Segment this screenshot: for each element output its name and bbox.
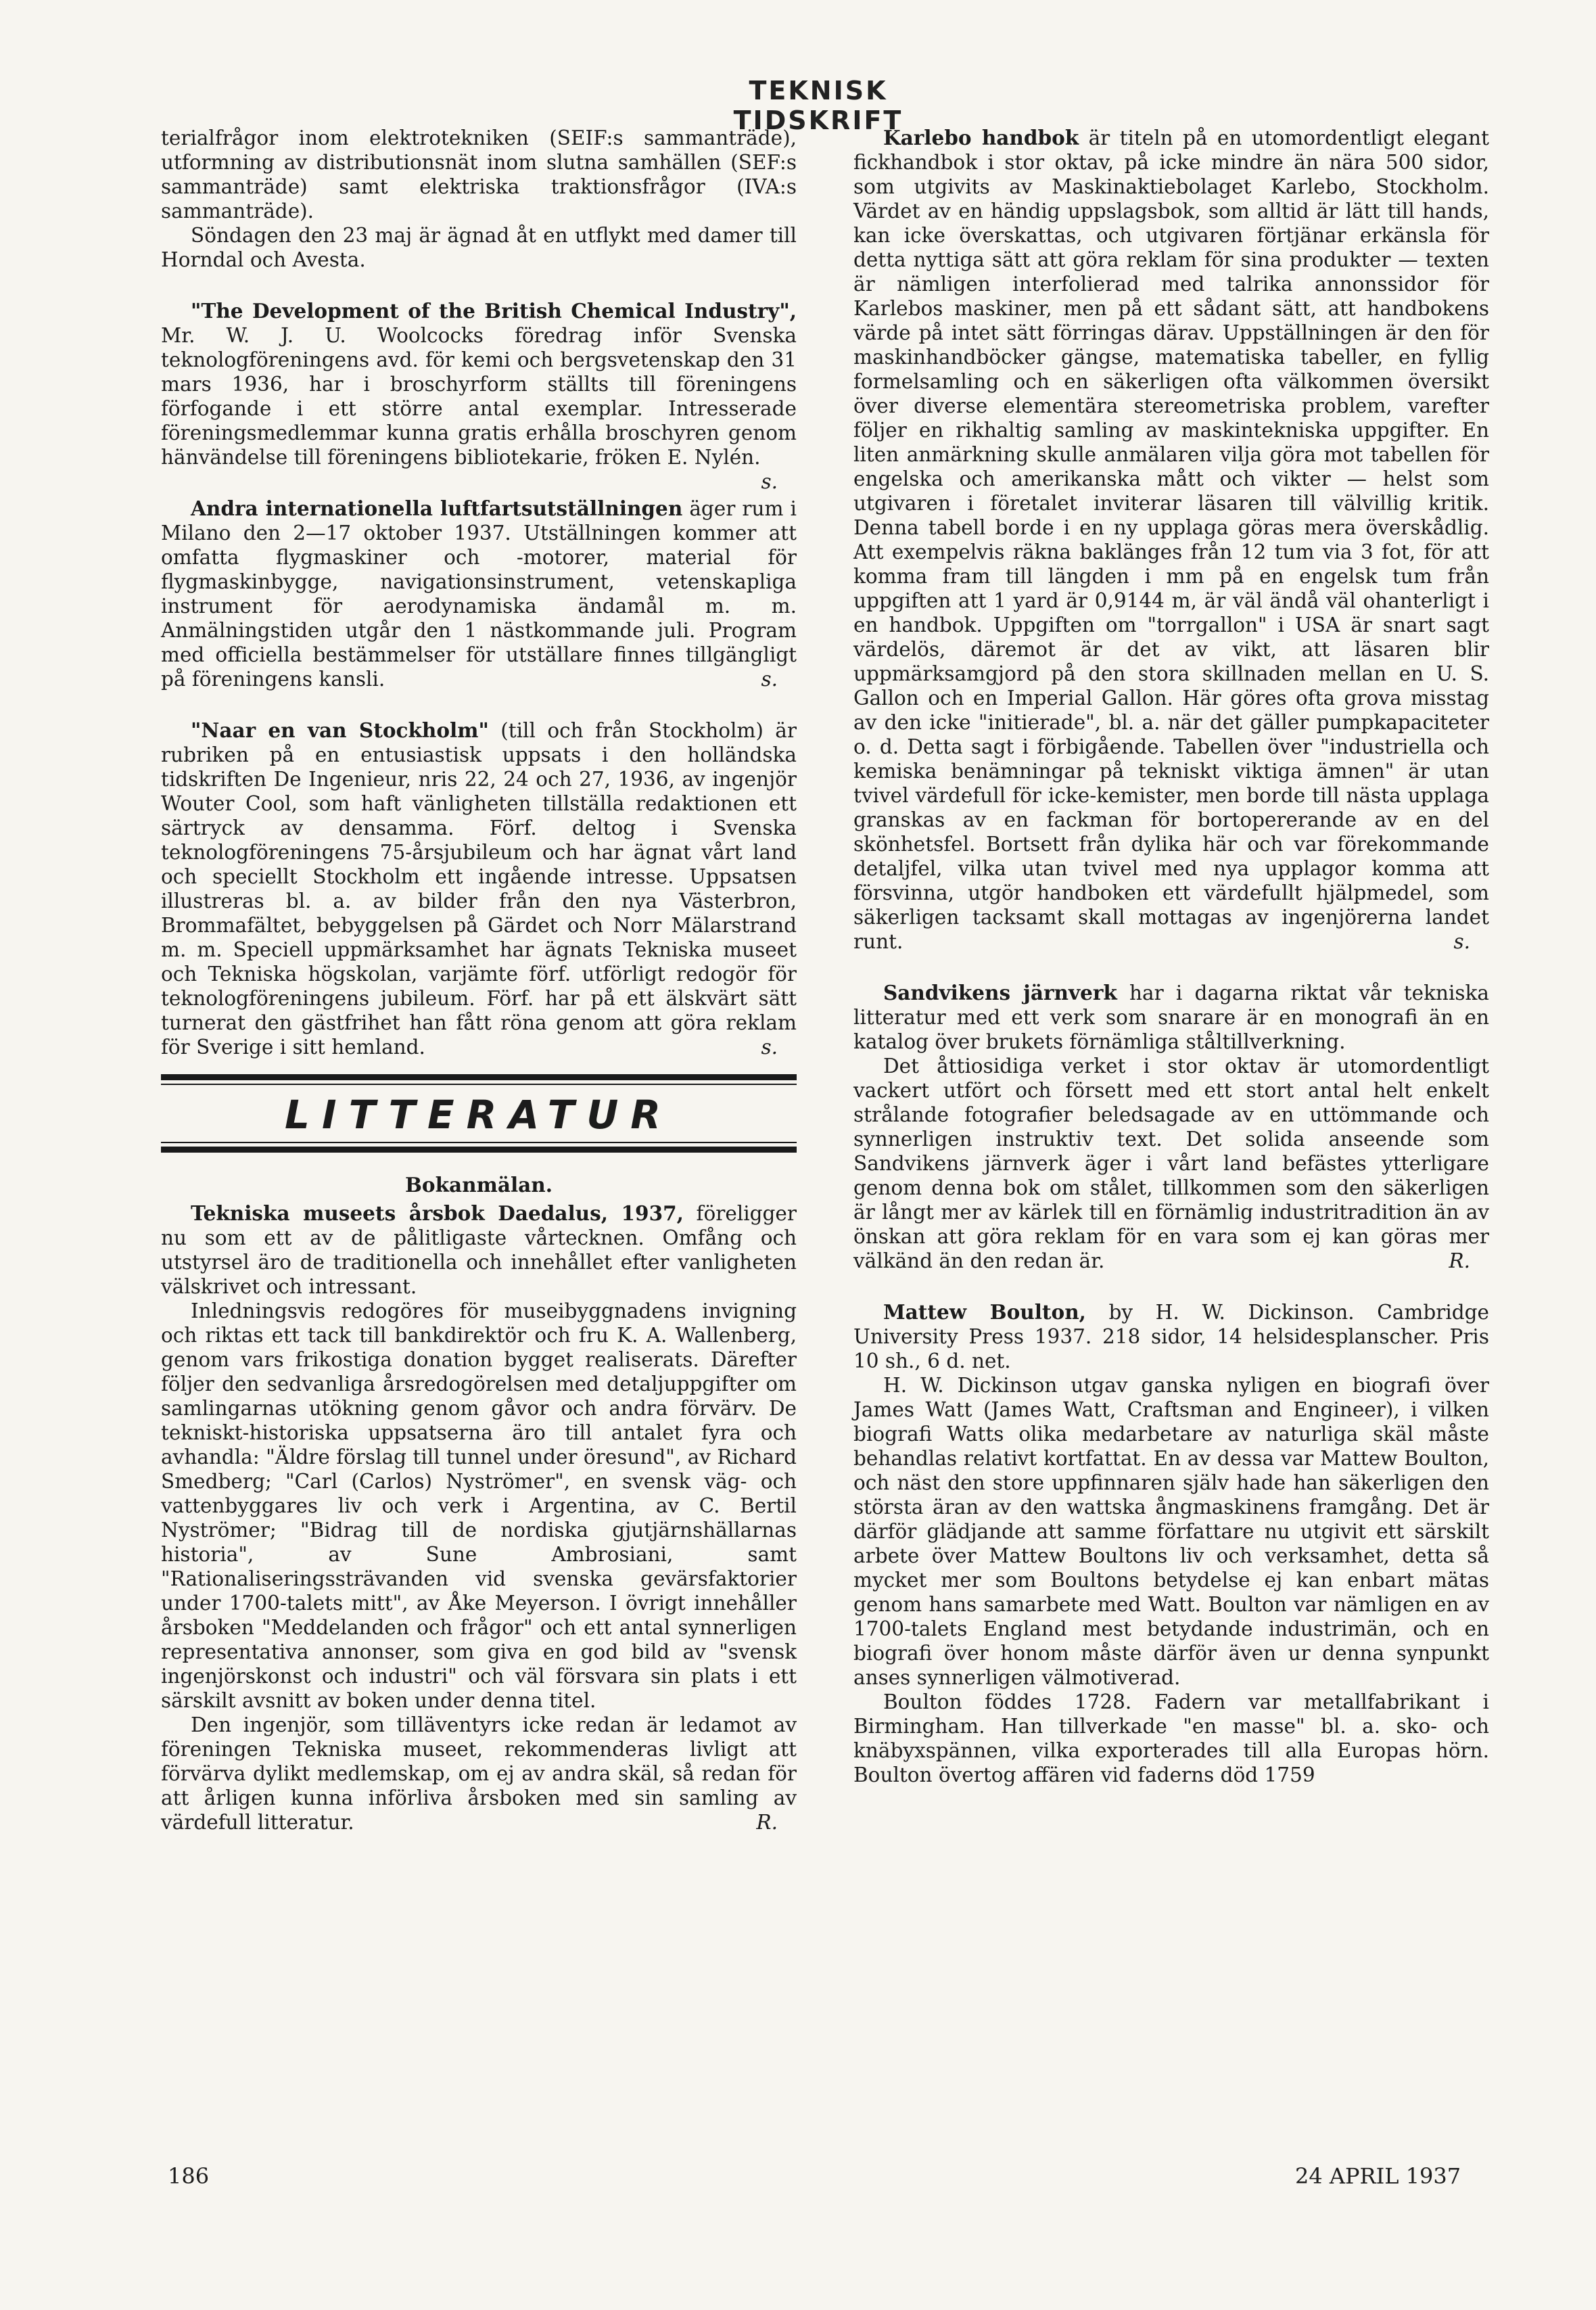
article-title: Tekniska museets årsbok Daedalus, 1937, (191, 1201, 684, 1225)
signature: s. (761, 1036, 778, 1059)
article-body: by H. W. Dickinson. Cambridge University Press 1937. 218 sidor, 14 helsidesplanscher. Pris 10 sh., 6 d. net. (853, 1301, 1489, 1372)
article-title: Mattew Boulton, (883, 1300, 1086, 1324)
subheading: Bokanmälan. (405, 1173, 553, 1197)
article-title: Andra internationella luftfartsutställningen (191, 496, 683, 520)
signature: s. (761, 470, 778, 493)
article-body: Mr. W. J. U. Woolcocks föredrag inför Svenska teknologföreningens avd. för kemi och bergsvetenskap den 31 mars 1936, har i broschyrform ställts till föreningens förfogande i ett större antal exemplar. Intresserade föreningsmedlemmar kunna gratis erhålla broschyren genom hänvändelse till föreningens bibliotekarie, fröken E. Nylén. (161, 324, 797, 469)
issue-date: 24 APRIL 1937 (1295, 2163, 1461, 2189)
article-title: Sandvikens järnverk (883, 981, 1117, 1004)
paragraph: terialfrågor inom elektrotekniken (SEIF:s sammanträde), utformning av distributionsnät inom slutna samhällen (SEF:s sammanträde) samt elektriska traktionsfrågor (IVA:s sammanträde). (161, 126, 797, 223)
article-title: "Naar en van Stockholm" (191, 718, 489, 742)
article-body: (till och från Stockholm) är rubriken på en entusiastisk uppsats i den holländska tidskriften De Ingenieur, nris 22, 24 och 27, 1936, av ingenjör Wouter Cool, som haft vänligheten tillställa redaktionen ett särtryck av densamma. Förf. deltog i Svenska teknologföreningens 75-årsjubileum och har ägnat vårt land och speciellt Stockholm ett ingående intresse. Uppsatsen illustreras bl. a. av bilder från den nya Västerbron, Brommafältet, bebyggelsen på Gärdet och Norr Mälarstrand m. m. Speciell uppmärksamhet har ägnats Tekniska museet och Tekniska högskolan, varjämte förf. utförligt redogör för teknologföreningens jubileum. Förf. har på ett älskvärt sätt turnerat den gästfrihet han fått röna genom att göra reklam för Sverige i sitt hemland. (161, 719, 797, 1059)
signature: R. (1449, 1249, 1470, 1272)
section-banner (161, 1074, 797, 1153)
paragraph-text: Den ingenjör, som tilläventyrs icke redan är ledamot av föreningen Tekniska museet, rekommenderas livligt att förvärva dylikt medlemskap, om ej av andra skäl, så redan för att årligen kunna införliva årsboken med sin samling av värdefull litteratur. (161, 1713, 797, 1834)
paragraph: Inledningsvis redogöres för museibyggnadens invigning och riktas ett tack till bankdirektör och fru K. A. Wallenberg, genom vars frikostiga donation bygget realiserats. Därefter följer den sedvanliga årsredogörelsen med detaljuppgifter om samlingarnas utökning genom gåvor och andra förvärv. De tekniskt-historiska uppsatserna äro till antalet fyra och avhandla: "Äldre förslag till tunnel under öresund", av Richard Smedberg; "Carl (Carlos) Nyströmer", en svensk väg- och vattenbyggares liv och verk i Argentina, av C. Bertil Nyströmer; "Bidrag till de nordiska gjutjärnshällarnas historia", av Sune Ambrosiani, samt "Rationaliseringssträvanden vid svenska gevärsfaktorier under 1700-talets mitt", av Åke Meyerson. I övrigt innehåller årsboken "Meddelanden och frågor" och ett antal synnerligen representativa annonser, som giva en god bild av "svensk ingenjörskonst och industri" och väl försvara sin plats i ett särskilt avsnitt av boken under denna titel. (161, 1299, 797, 1712)
left-column (161, 126, 797, 1834)
article-luftfart (161, 496, 797, 691)
paragraph-text: Det åttiosidiga verket i stor oktav är utomordentligt vackert utfört och försett med ett stort antal helt enkelt strålande fotografier beledsagade av en uttömmande och synnerligen instruktiv text. Det solida anseende som Sandvikens järnverk äger i vårt land befästes ytterligare genom denna bok om stålet, tillkommen som den säkerligen är långt mer av kärlek till en förnämlig industritradition än av önskan att göra reklam för en vara som ej kan göras mer välkänd än den redan är. (853, 1055, 1489, 1272)
signature: R. (756, 1811, 778, 1834)
paragraph: H. W. Dickinson utgav ganska nyligen en biografi över James Watt (James Watt, Craftsman and Engineer), i vilken biografi Watts olika medarbetare av naturliga skäl måste behandlas relativt kortfattat. En av dessa var Mattew Boulton, och näst den store uppfinnaren själv hade han säkerligen den största äran av den wattska ångmaskinens framgång. Det är därför glädjande att samme författare nu utgivit ett särskilt arbete över Mattew Boultons liv och verksamhet, detta så mycket mer som Boultons betydelse ej kan enbart mätas genom hans samarbete med Watt. Boulton var nämligen en av 1700-talets England mest betydande industrimän, och en biografi över honom måste därför även ur denna synpunkt anses synnerligen välmotiverad. (853, 1374, 1489, 1689)
section-title: LITTERATUR (285, 1092, 673, 1138)
article-body: är titeln på en utomordentligt elegant fickhandbok i stor oktav, på icke mindre än nära 500 sidor, som utgivits av Maskinaktiebolaget Karlebo, Stockholm. Värdet av en händig uppslagsbok, som alltid är lätt till hands, kan icke överskattas, och utgivaren förtjänar erkänsla för detta nyttiga sätt att göra reklam för sina produkter — texten är nämligen interfolierad med talrika annonssidor för Karlebos maskiner, men på ett sådant sätt, att handbokens värde på intet sätt förringas därav. Uppställningen är den för maskinhandböcker gängse, matematiska tabeller, en fyllig formelsamling och en säkerligen ofta välkommen översikt över diverse elementära stereometriska problem, varefter följer en rikhaltig samling av maskintekniska uppgifter. En liten anmärkning skulle anmälaren vilja göra mot tabellen för engelska och amerikanska mått och vikter — helst som utgivaren i företalet inviterar läsaren till välvillig kritik. Denna tabell borde i en ny upplaga göras mera överskådlig. Att exempelvis räkna baklänges från 12 tum via 3 fot, för att komma fram till längden i mm på en engelsk tum från uppgiften att 1 yard är 0,9144 m, är väl ändå väl ohanterligt i en handbok. Uppgiften om "torrgallon" i USA är snart sagt värdelös, däremot är det av vikt, att läsaren blir uppmärksamgjord på den stora skillnaden mellan en U. S. Gallon och en Imperial Gallon. Här göres ofta grova misstag av den icke "initierade", bl. a. när det gäller pumpkapaciteter o. d. Detta sagt i förbigående. Tabellen över "industriella och kemiska benämningar på tekniskt viktiga ämnen" är utan tvivel värdefull för icke-kemister, men borde till nästa upplaga granskas av en fackman för bortopererande av en del skönhetsfel. Bortsett från dylika här och var förekommande detaljfel, vilka utan tvivel med nya upplagor komma att försvinna, utgör handboken ett värdefullt hjälpmedel, som säkerligen tacksamt skall mottagas av ingenjörerna landet runt. (853, 126, 1489, 953)
divider (161, 1142, 797, 1143)
signature: s. (1453, 930, 1470, 953)
article-sandvik (853, 981, 1489, 1054)
paragraph: Söndagen den 23 maj är ägnad åt en utflykt med damer till Horndal och Avesta. (161, 224, 797, 271)
article-boulton (853, 1300, 1489, 1373)
article-naar-en-van-stockholm (161, 718, 797, 1059)
article-body: har i dagarna riktat vår tekniska litteratur med ett verk som snarare är en monografi än en katalog över brukets förnämliga ståltillverkning. (853, 981, 1490, 1053)
article-body: äger rum i Milano den 2—17 oktober 1937. Utställningen kommer att omfatta flygmaskiner och -motorer, material för flygmaskinbygge, navigationsinstrument, vetenskapliga instrument för aerodynamiska ändamål m. m. Anmälningstiden utgår den 1 nästkommande juli. Program med officiella bestämmelser för utställare finnes tillgängligt på föreningens kansli. (161, 497, 797, 691)
article-title: Karlebo handbok (883, 126, 1079, 149)
article-british-chemical (161, 299, 797, 493)
article-title: "The Development of the British Chemical Industry", (191, 299, 797, 323)
page-number: 186 (168, 2163, 210, 2189)
article-body: föreligger nu som ett av de pålitligaste vårtecknen. Omfång och utstyrsel äro de traditionella och innehållet efter vanligheten välskrivet och intressant. (161, 1202, 797, 1298)
divider (161, 1147, 797, 1153)
paragraph (853, 1054, 1489, 1273)
article-daedalus (161, 1201, 797, 1299)
divider (161, 1074, 797, 1080)
masthead: TEKNISK TIDSKRIFT (733, 76, 903, 135)
paragraph: Boulton föddes 1728. Fadern var metallfabrikant i Birmingham. Han tillverkade "en masse" bl. a. sko- och knäbyxspännen, vilka exporterades till alla Europas hörn. Boulton övertog affären vid faderns död 1759 (853, 1690, 1489, 1786)
article-karlebo (853, 126, 1489, 954)
signature: s. (761, 668, 778, 691)
right-column (853, 126, 1489, 1787)
paragraph (161, 1713, 797, 1834)
